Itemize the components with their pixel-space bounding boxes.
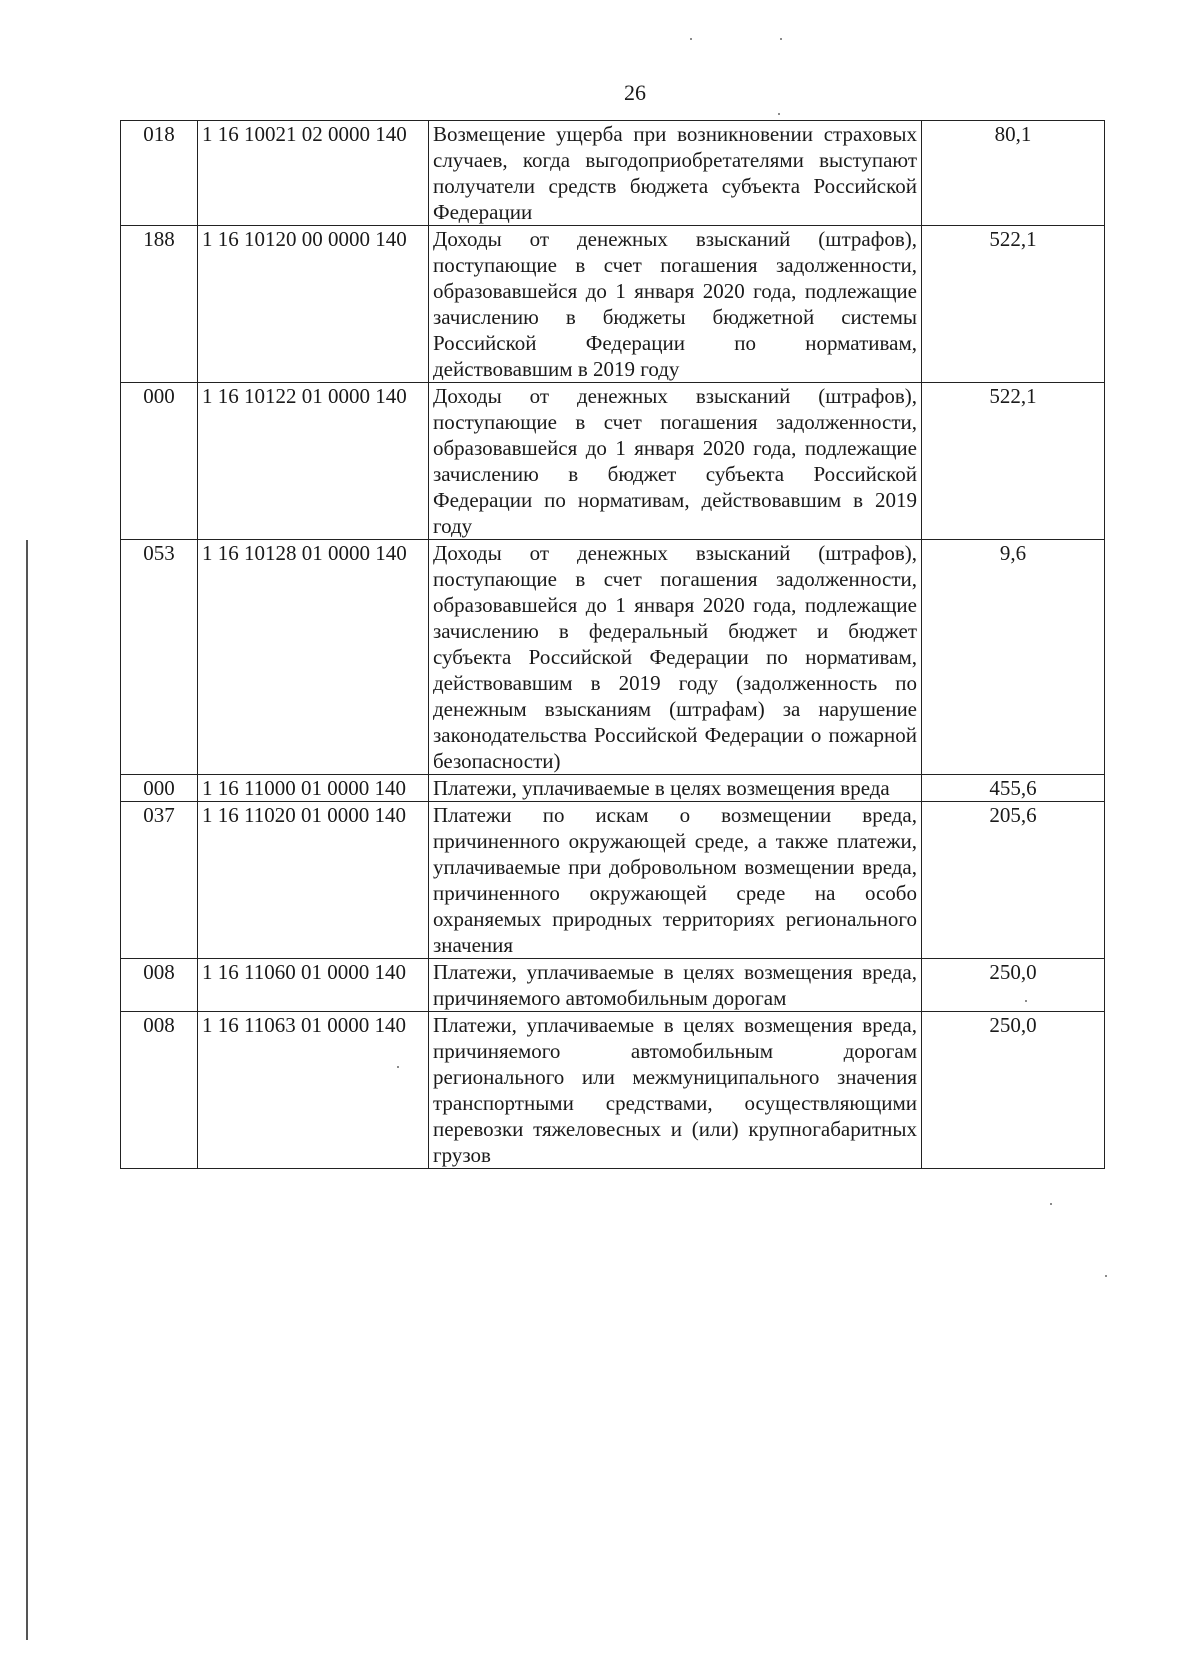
budget-classification-code-cell: 1 16 10122 01 0000 140 (198, 383, 429, 540)
budget-classification-code-cell: 1 16 10128 01 0000 140 (198, 540, 429, 775)
scan-speck (1050, 1203, 1052, 1205)
budget-classification-code-cell: 1 16 10120 00 0000 140 (198, 226, 429, 383)
table-row (121, 121, 1105, 226)
scan-speck (780, 38, 782, 40)
admin-code-cell: 000 (121, 775, 198, 802)
revenue-name-cell: Доходы от денежных взысканий (штрафов), поступающие в счет погашения задолженности, образовавшейся до 1 января 2020 года, подлежащие зачислению в бюджет субъекта Российской Федерации по нормативам, действовавшим в 2019 году (429, 383, 922, 540)
scan-speck (1105, 1275, 1107, 1277)
amount-cell: 9,6 (922, 540, 1105, 775)
amount-cell: 455,6 (922, 775, 1105, 802)
amount-cell: 80,1 (922, 121, 1105, 226)
amount-cell: 522,1 (922, 226, 1105, 383)
admin-code-cell: 053 (121, 540, 198, 775)
admin-code-cell: 000 (121, 383, 198, 540)
table-row (121, 775, 1105, 802)
budget-classification-code-cell: 1 16 11060 01 0000 140 (198, 959, 429, 1012)
budget-classification-code-cell: 1 16 11000 01 0000 140 (198, 775, 429, 802)
revenue-table-grid (120, 120, 1105, 1169)
admin-code-cell: 018 (121, 121, 198, 226)
page-number: 26 (624, 80, 646, 105)
table-row (121, 226, 1105, 383)
amount-cell: 250,0 (922, 959, 1105, 1012)
revenue-name-cell: Доходы от денежных взысканий (штрафов), поступающие в счет погашения задолженности, образовавшейся до 1 января 2020 года, подлежащие зачислению в бюджеты бюджетной системы Российской Федерации по нормативам, действовавшим в 2019 году (429, 226, 922, 383)
table-row (121, 802, 1105, 959)
admin-code-cell: 188 (121, 226, 198, 383)
revenue-name-cell: Платежи, уплачиваемые в целях возмещения вреда, причиняемого автомобильным дорогам (429, 959, 922, 1012)
revenue-name-cell: Платежи, уплачиваемые в целях возмещения вреда, причиняемого автомобильным дорогам регионального или межмуниципального значения транспортными средствами, осуществляющими перевозки тяжеловесных и (или) крупногабаритных грузов (429, 1012, 922, 1169)
table-row (121, 1012, 1105, 1169)
admin-code-cell: 008 (121, 1012, 198, 1169)
revenue-table (120, 120, 1105, 1169)
scan-speck (690, 38, 692, 40)
admin-code-cell: 008 (121, 959, 198, 1012)
revenue-name-cell: Возмещение ущерба при возникновении страховых случаев, когда выгодоприобретателями выступают получатели средств бюджета субъекта Российской Федерации (429, 121, 922, 226)
table-row (121, 959, 1105, 1012)
budget-classification-code-cell: 1 16 11063 01 0000 140 (198, 1012, 429, 1169)
amount-cell: 250,0 (922, 1012, 1105, 1169)
table-row (121, 540, 1105, 775)
revenue-name-cell: Доходы от денежных взысканий (штрафов), поступающие в счет погашения задолженности, образовавшейся до 1 января 2020 года, подлежащие зачислению в федеральный бюджет и бюджет субъекта Российской Федерации по нормативам, действовавшим в 2019 году (задолженность по денежным взысканиям (штрафам) за нарушение законодательства Российской Федерации о пожарной безопасности) (429, 540, 922, 775)
budget-classification-code-cell: 1 16 11020 01 0000 140 (198, 802, 429, 959)
scan-speck (778, 113, 780, 115)
amount-cell: 522,1 (922, 383, 1105, 540)
table-body (121, 121, 1105, 1169)
scan-edge-line (26, 540, 28, 1640)
revenue-name-cell: Платежи, уплачиваемые в целях возмещения вреда (429, 775, 922, 802)
amount-cell: 205,6 (922, 802, 1105, 959)
budget-classification-code-cell: 1 16 10021 02 0000 140 (198, 121, 429, 226)
admin-code-cell: 037 (121, 802, 198, 959)
revenue-name-cell: Платежи по искам о возмещении вреда, причиненного окружающей среде, а также платежи, уплачиваемые при добровольном возмещении вреда, причиненного окружающей среде на особо охраняемых природных территориях регионального значения (429, 802, 922, 959)
table-row (121, 383, 1105, 540)
